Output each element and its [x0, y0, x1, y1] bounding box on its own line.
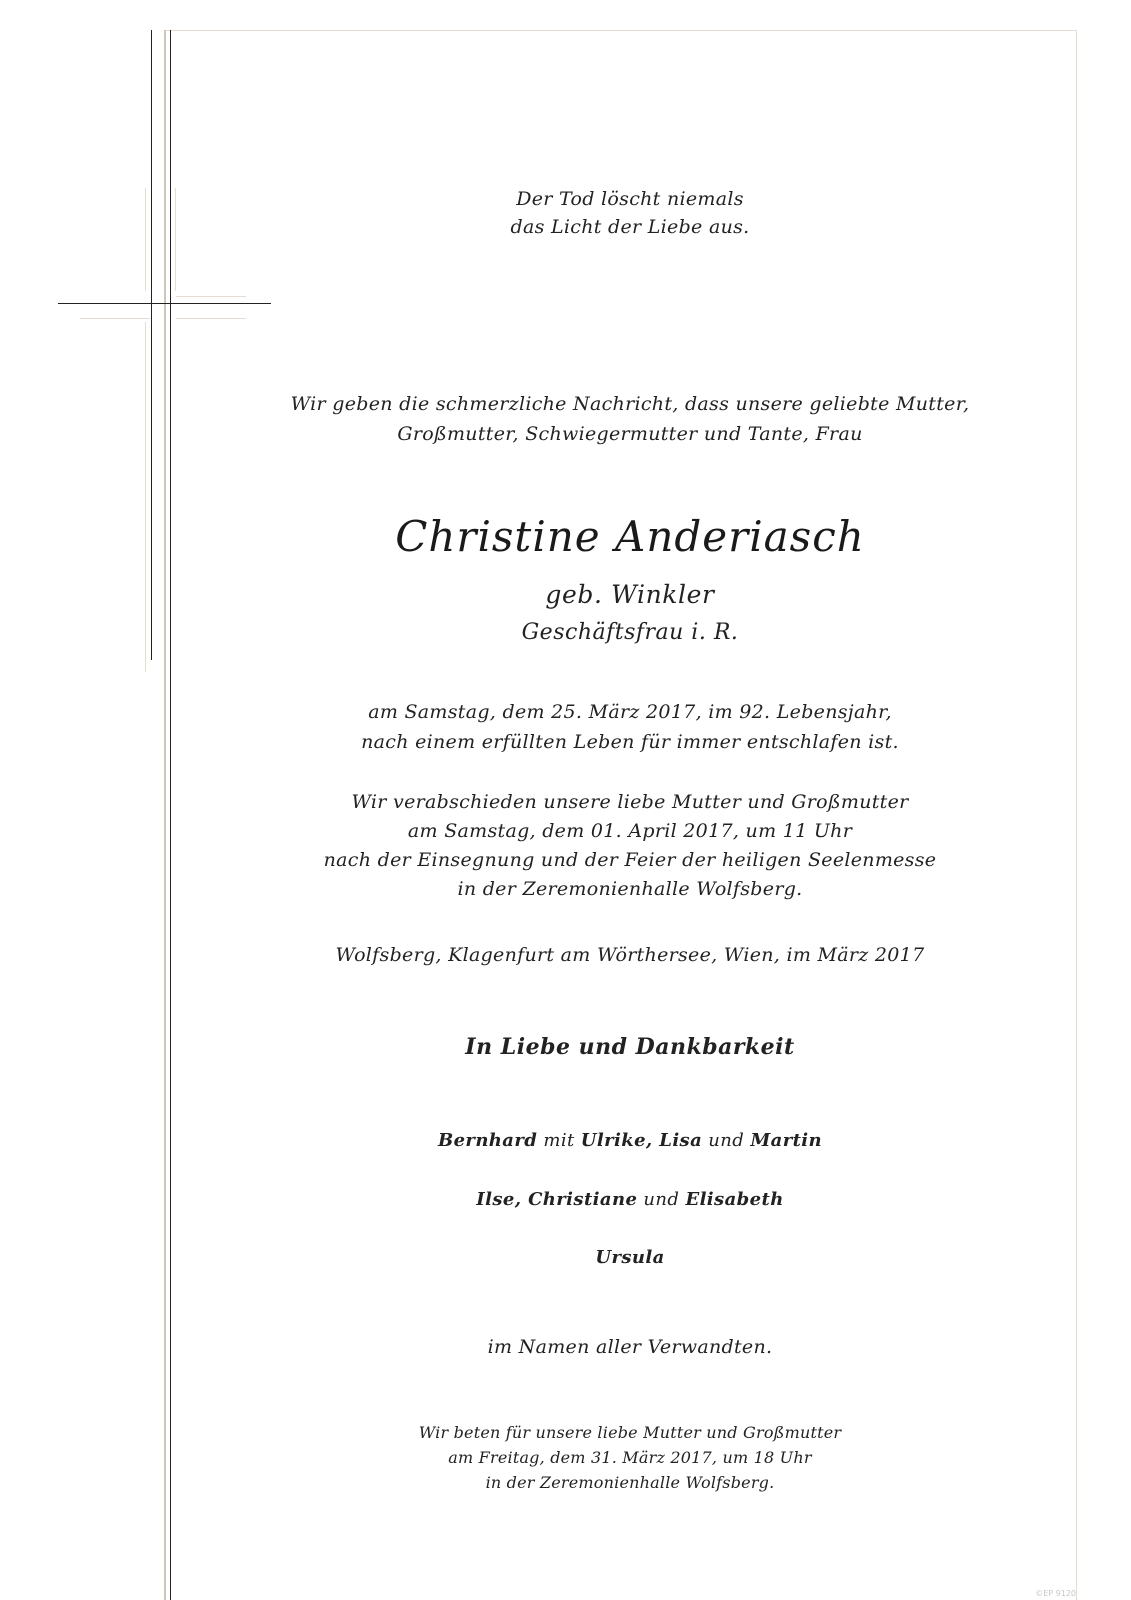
- family-line: [180, 1127, 1080, 1155]
- family-name: Ulrike, Lisa: [580, 1130, 703, 1151]
- intro-line: Großmutter, Schwiegermutter und Tante, Frau: [397, 423, 863, 445]
- announcement-intro: [180, 389, 1080, 449]
- prayer-notice: [180, 1420, 1080, 1495]
- family-name: Ilse, Christiane: [476, 1189, 638, 1210]
- farewell-line: nach der Einsegnung und der Feier der heiligen Seelenmesse: [323, 849, 937, 871]
- family-line: [180, 1244, 1080, 1272]
- closing-phrase: In Liebe und Dankbarkeit: [465, 1034, 795, 1060]
- farewell-line: am Samstag, dem 01. April 2017, um 11 Uhr: [407, 820, 853, 842]
- family-name: Elisabeth: [685, 1189, 784, 1210]
- family-name: Bernhard: [437, 1130, 538, 1151]
- maiden-name: geb. Winkler: [545, 580, 715, 609]
- prayer-line: in der Zeremonienhalle Wolfsberg.: [485, 1473, 775, 1492]
- cross-shadow-line: [80, 318, 150, 319]
- motto-line: Der Tod löscht niemals: [516, 188, 744, 210]
- cross-shadow-line: [145, 322, 146, 672]
- family-name: Ursula: [595, 1247, 665, 1268]
- print-code: ©EP 9120: [1035, 1589, 1076, 1598]
- family-connector: und: [637, 1189, 686, 1210]
- family-name: Martin: [750, 1130, 823, 1151]
- intro-line: Wir geben die schmerzliche Nachricht, dass unsere geliebte Mutter,: [290, 393, 970, 415]
- frame-top-border: [164, 30, 1076, 31]
- place-and-date: Wolfsberg, Klagenfurt am Wörthersee, Wien, im März 2017: [335, 944, 925, 966]
- family-connector: und: [702, 1130, 751, 1151]
- prayer-line: Wir beten für unsere liebe Mutter und Großmutter: [418, 1423, 842, 1442]
- farewell-line: in der Zeremonienhalle Wolfsberg.: [457, 878, 803, 900]
- cross-inner-lower-rule: [170, 303, 171, 1600]
- cross-horizontal-bar: [58, 303, 271, 304]
- cross-shadow-line: [176, 318, 246, 319]
- motto-line: das Licht der Liebe aus.: [510, 216, 750, 238]
- death-notice-line: am Samstag, dem 25. März 2017, im 92. Lebensjahr,: [368, 701, 892, 723]
- frame-left-border: [164, 30, 166, 1600]
- motto-verse: [180, 185, 1080, 241]
- relatives-note: im Namen aller Verwandten.: [487, 1336, 773, 1358]
- cross-vertical-bar: [151, 30, 152, 660]
- farewell-details: [180, 788, 1080, 904]
- cross-shadow-line: [175, 188, 176, 291]
- cross-shadow-line: [145, 188, 146, 291]
- cross-shadow-line: [176, 296, 246, 297]
- death-notice-line: nach einem erfüllten Leben für immer entschlafen ist.: [361, 731, 899, 753]
- cross-inner-upper-rule: [170, 30, 171, 303]
- deceased-name: Christine Anderiasch: [395, 512, 865, 561]
- death-notice: [180, 697, 1080, 757]
- farewell-line: Wir verabschieden unsere liebe Mutter und Großmutter: [351, 791, 909, 813]
- family-line: [180, 1186, 1080, 1214]
- profession: Geschäftsfrau i. R.: [521, 620, 739, 645]
- prayer-line: am Freitag, dem 31. März 2017, um 18 Uhr: [448, 1448, 812, 1467]
- family-connector: mit: [537, 1130, 581, 1151]
